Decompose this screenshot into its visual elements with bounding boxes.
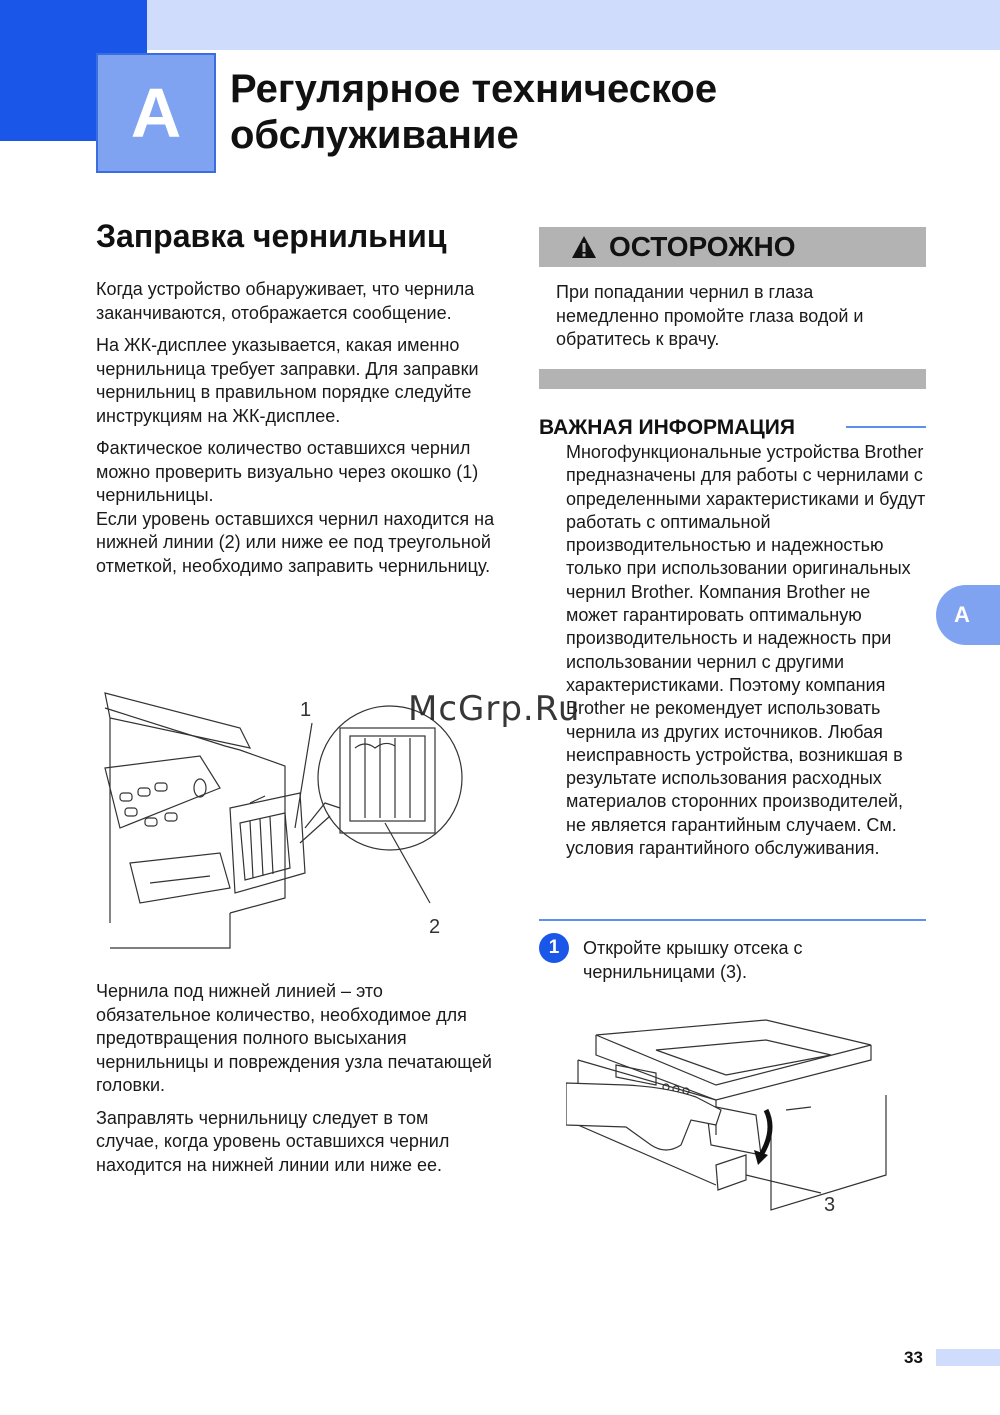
open-arrow [761, 1110, 770, 1155]
important-title: ВАЖНАЯ ИНФОРМАЦИЯ [539, 416, 795, 439]
step-text: Откройте крышку отсека с чернильницами (3). [583, 938, 803, 982]
left-column-text-2 [96, 980, 496, 1186]
caution-text: При попадании чернил в глаза немедленно промойте глаза водой и обратитесь к врачу. [556, 282, 864, 349]
paper-tray [130, 853, 230, 903]
caution-label: ОСТОРОЖНО [609, 231, 796, 262]
watermark: McGrp.Ru [408, 689, 581, 729]
left-column-text [96, 278, 496, 587]
paragraph: Если уровень оставшихся чернил находится на нижней линии (2) или ниже ее под треугольной отметкой, необходимо заправить чернильницу. [96, 508, 495, 576]
chapter-title-line1: Регулярное техническое [230, 67, 718, 111]
side-tab-letter: A [954, 602, 970, 627]
caution-footer-bar [539, 369, 926, 389]
step-number-badge [539, 933, 569, 963]
callout-3: 3 [824, 1194, 836, 1216]
control-panel [105, 756, 220, 828]
printer-lid [596, 1020, 871, 1085]
paragraph: На ЖК-дисплее указывается, какая именно чернильница требует заправки. Для заправки чернильниц в правильном порядке следуйте инструкциям на ЖК-дисплее. [96, 335, 479, 426]
open-cover-illustration [566, 1015, 906, 1220]
callout-line-2 [385, 823, 430, 903]
warning-triangle-icon [571, 235, 597, 259]
important-rule [846, 426, 926, 428]
important-text-block [566, 441, 926, 869]
header-band [147, 0, 1000, 50]
callout-line-1 [295, 723, 312, 828]
callout-2: 2 [429, 916, 441, 938]
important-text: Многофункциональные устройства Brother предназначены для работы с чернилами с определенными характеристиками и будут работать с оптимальной производительностью и надежностью только при использовании оригинальных чернил Brother. Компания Brother не может гарантировать оптимальную производительность и надежность при использовании чернил с другими характеристиками. Поэтому компания Brother не рекомендует использовать чернила из других источников. Любая неисправность устройства, возникшая в результате использования расходных материалов сторонних производителей, не является гарантийным случаем. См. условия гарантийного обслуживания. [566, 442, 926, 859]
callout-1: 1 [300, 699, 312, 721]
callout-line-3 [746, 1175, 821, 1193]
paragraph: Фактическое количество оставшихся чернил можно проверить визуально через окошко (1) чернильницы. [96, 438, 479, 505]
paragraph: Заправлять чернильницу следует в том случае, когда уровень оставшихся чернил находится на нижней линии или ниже ее. [96, 1107, 450, 1175]
chapter-title [230, 66, 930, 158]
paragraph: Когда устройство обнаруживает, что чернила заканчиваются, отображается сообщение. [96, 279, 475, 323]
section-title: Заправка чернильниц [96, 218, 447, 254]
chapter-title-line2: обслуживание [230, 113, 519, 157]
page-number: 33 [904, 1348, 923, 1367]
paragraph: Чернила под нижней линией – это обязательное количество, необходимое для предотвращения полного высыхания чернильницы и повреждения узла печатающей головки. [96, 981, 492, 1095]
chapter-letter-box [96, 53, 216, 173]
scanner-lid [105, 693, 250, 748]
important-bottom-rule [539, 919, 926, 921]
page-number-bar [936, 1349, 1000, 1366]
step-number: 1 [548, 937, 560, 958]
side-chapter-tab [936, 585, 1000, 645]
caution-header [539, 227, 926, 267]
chapter-letter: A [130, 74, 182, 152]
